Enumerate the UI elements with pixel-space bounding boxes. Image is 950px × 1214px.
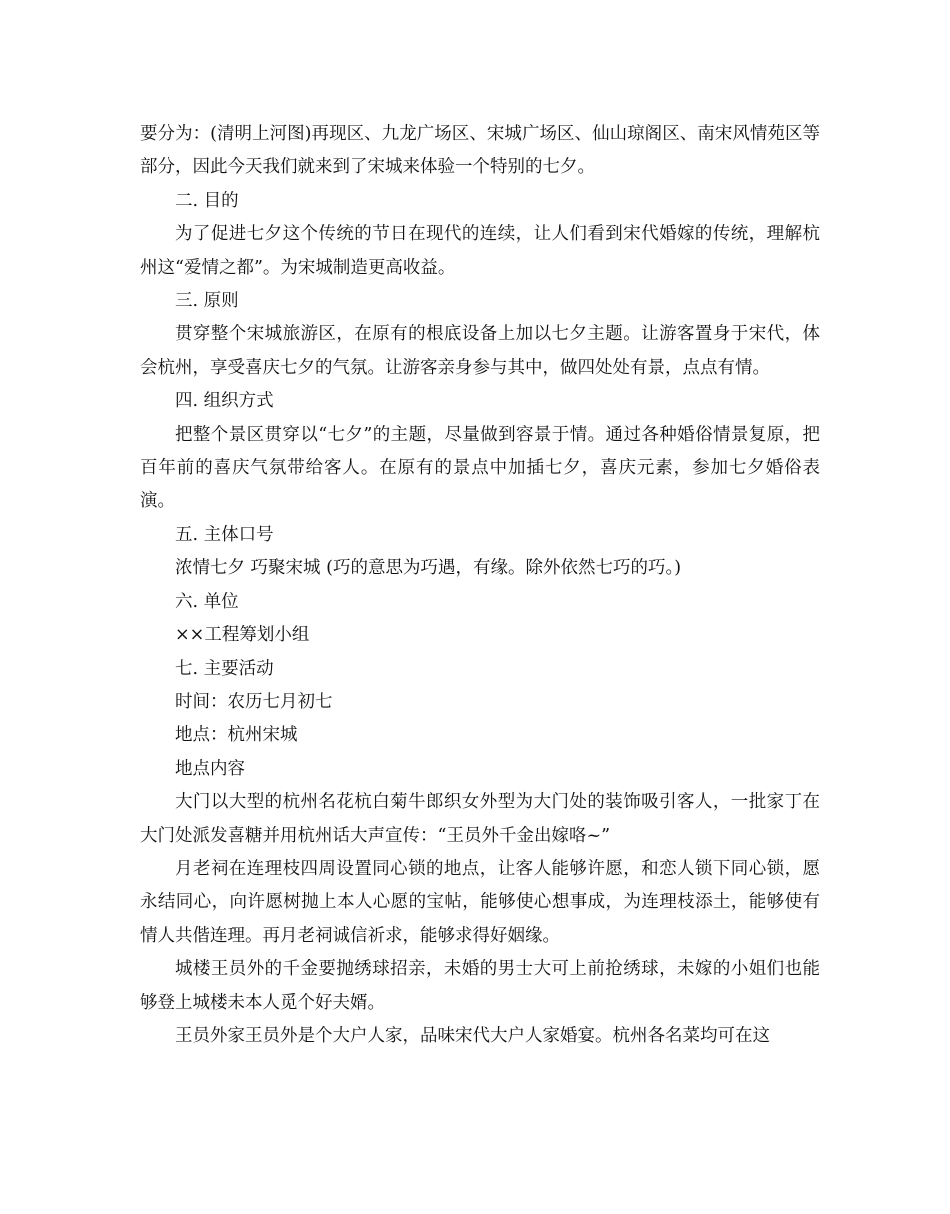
section-heading-organization: 四. 组织方式 bbox=[175, 391, 274, 412]
paragraph-unit: ××工程筹划小组 bbox=[175, 625, 310, 646]
paragraph-city-tower: 城楼王员外的千金要抛绣球招亲，未婚的男士大可上前抢绣球，未嫁的小姐们也能够登上城楼未本人觅个好夫婿。 bbox=[140, 959, 820, 1013]
paragraph-principle: 贯穿整个宋城旅游区，在原有的根底设备上加以七夕主题。让游客置身于宋代，体会杭州，享受喜庆七夕的气氛。让游客亲身参与其中，做四处处有景，点点有情。 bbox=[140, 324, 820, 378]
section-heading-principle: 三. 原则 bbox=[175, 291, 239, 312]
section-heading-activities: 七. 主要活动 bbox=[175, 658, 274, 679]
section-heading-slogan: 五. 主体口号 bbox=[175, 524, 274, 545]
paragraph-main-gate: 大门以大型的杭州名花杭白菊牛郎织女外型为大门处的装饰吸引客人，一批家丁在大门处派发喜糖并用杭州话大声宣传：“王员外千金出嫁咯~” bbox=[140, 792, 820, 846]
paragraph-slogan: 浓情七夕 巧聚宋城 (巧的意思为巧遇，有缘。除外依然七巧的巧。) bbox=[175, 558, 682, 579]
paragraph-matchmaker-temple: 月老祠在连理枝四周设置同心锁的地点，让客人能够许愿，和恋人锁下同心锁，愿永结同心，向许愿树抛上本人心愿的宝帖，能够使心想事成，为连理枝添土，能够使有情人共偕连理。再月老祠诚信祈求，能够求得好姻缘。 bbox=[140, 858, 820, 946]
paragraph-organization: 把整个景区贯穿以“七夕”的主题，尽量做到容景于情。通过各种婚俗情景复原，把百年前的喜庆气氛带给客人。在原有的景点中加插七夕，喜庆元素，参加七夕婚俗表演。 bbox=[140, 424, 820, 512]
paragraph-intro-continuation: 要分为：(清明上河图)再现区、九龙广场区、宋城广场区、仙山琼阁区、南宋风情苑区等部分，因此今天我们就来到了宋城来体验一个特别的七夕。 bbox=[140, 124, 820, 178]
paragraph-wang-residence: 王员外家王员外是个大户人家，品味宋代大户人家婚宴。杭州各名菜均可在这 bbox=[175, 1025, 770, 1046]
paragraph-location-content: 地点内容 bbox=[175, 758, 245, 779]
section-heading-unit: 六. 单位 bbox=[175, 591, 239, 612]
section-heading-purpose: 二. 目的 bbox=[175, 190, 239, 211]
paragraph-location: 地点：杭州宋城 bbox=[175, 725, 298, 746]
paragraph-time: 时间：农历七月初七 bbox=[175, 691, 333, 712]
paragraph-purpose: 为了促进七夕这个传统的节日在现代的连续，让人们看到宋代婚嫁的传统，理解杭州这“爱情之都”。为宋城制造更高收益。 bbox=[140, 224, 820, 278]
document-body bbox=[140, 118, 820, 1053]
